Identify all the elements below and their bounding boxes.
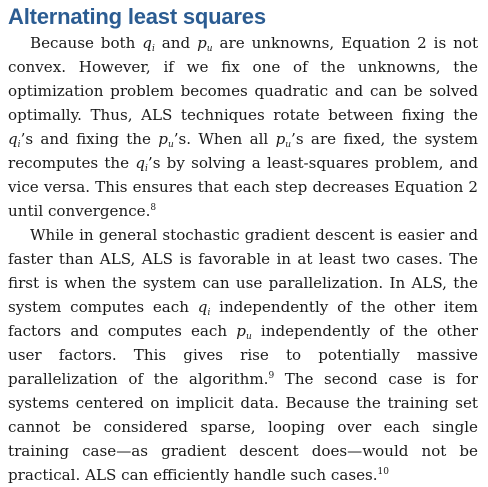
sub-i: i bbox=[145, 164, 148, 174]
p1-text-3: are unknowns, Equation 2 is not convex. However, if we fix one of the unknowns, the optimization problem becomes quadratic and can be solved optimally. Thus, ALS techniques rotate between fixing the bbox=[8, 34, 479, 124]
section-heading: Alternating least squares bbox=[8, 4, 266, 29]
sub-u: u bbox=[245, 332, 252, 342]
var-p: p bbox=[236, 322, 246, 340]
var-p: p bbox=[197, 34, 207, 52]
sub-u: u bbox=[167, 140, 174, 150]
sub-i: i bbox=[207, 308, 211, 318]
article-section bbox=[8, 0, 478, 487]
reference-10: 10 bbox=[377, 467, 389, 477]
p2-text-3: independently of the other user factors. This gives rise to potentially massive parallelization of the algorithm. bbox=[8, 322, 478, 388]
paragraph-2 bbox=[8, 223, 478, 487]
var-q: q bbox=[197, 298, 208, 316]
var-q: q bbox=[142, 34, 152, 52]
p1-text-4: ’s and fixing the bbox=[20, 130, 159, 148]
p1-text-5: ’s. When all bbox=[173, 130, 276, 148]
paragraph-1 bbox=[8, 31, 478, 223]
sub-u: u bbox=[206, 44, 213, 54]
sub-u: u bbox=[285, 140, 292, 150]
var-q: q bbox=[135, 154, 145, 172]
p2-text-4: The second case is for systems centered on implicit data. Because the training set cannot be considered sparse, looping over each single training case—as gradient descent does—would not be practical. ALS can efficiently handle such cases. bbox=[8, 370, 479, 484]
p1-text-1: Because both bbox=[30, 34, 143, 52]
p1-text-6: ’s are fixed, the system recomputes the bbox=[8, 130, 478, 172]
p2-text-1: While in general stochastic gradient descent is easier and faster than ALS, ALS is favorable in at least two cases. The first is when the system can use parallelization. In ALS, the system computes each bbox=[8, 226, 478, 316]
p1-text-7: ’s by solving a least-squares problem, and vice versa. This ensures that each step decreases Equation 2 until convergence. bbox=[8, 154, 478, 220]
var-q: q bbox=[8, 130, 18, 148]
sub-i: i bbox=[17, 140, 21, 150]
p2-text-2: independently of the other item factors and computes each bbox=[8, 298, 478, 340]
reference-9: 9 bbox=[268, 371, 275, 381]
var-p: p bbox=[275, 130, 286, 148]
var-p: p bbox=[158, 130, 168, 148]
reference-8: 8 bbox=[150, 203, 157, 213]
sub-i: i bbox=[151, 44, 155, 54]
p1-text-2: and bbox=[154, 34, 198, 52]
